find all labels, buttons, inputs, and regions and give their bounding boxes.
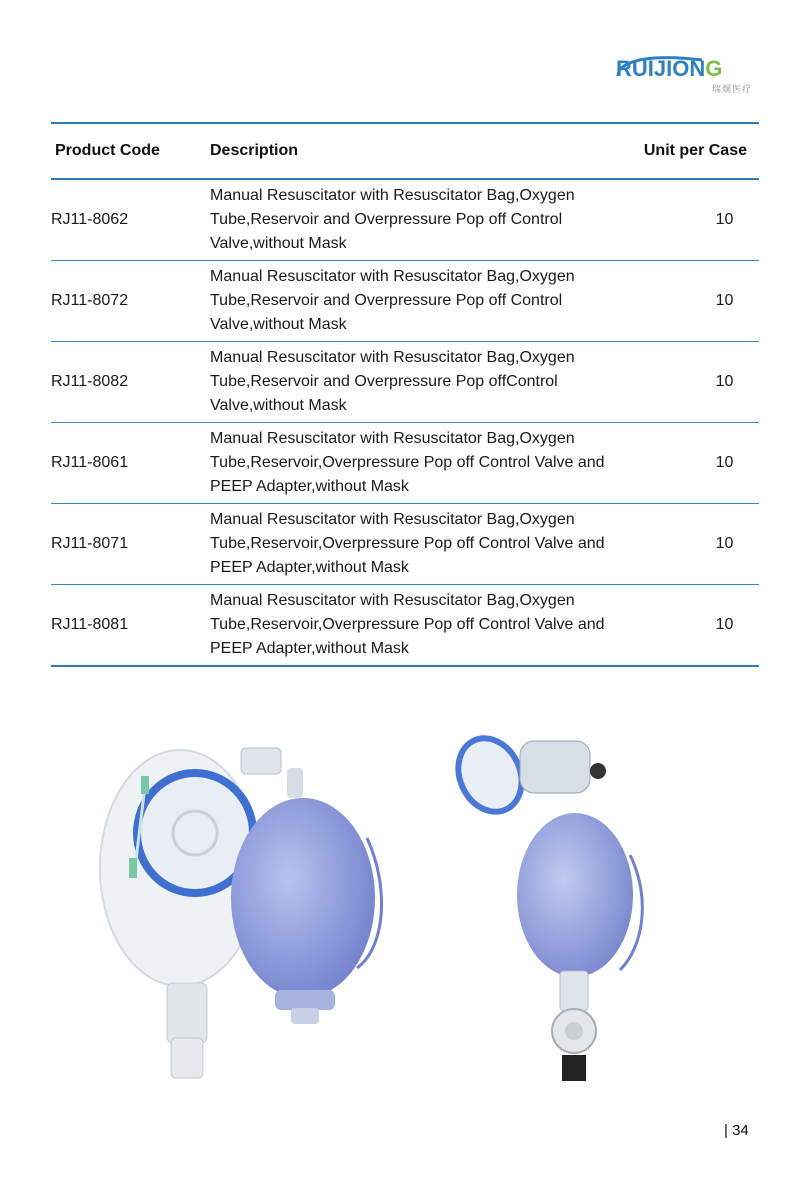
unit-per-case: 10 [715, 616, 734, 633]
table-row [51, 423, 759, 504]
product-description: Manual Resuscitator with Resuscitator Bag,Oxygen Tube,Reservoir and Overpressure Pop off Control Valve,without Mask [210, 187, 575, 252]
header-description: Description [210, 142, 299, 159]
product-description: Manual Resuscitator with Resuscitator Bag,Oxygen Tube,Reservoir and Overpressure Pop offControl Valve,without Mask [210, 349, 575, 414]
table-header-row [51, 123, 759, 179]
unit-per-case: 10 [715, 535, 734, 552]
product-code: RJ11-8082 [51, 373, 129, 390]
product-code: RJ11-8072 [51, 292, 129, 309]
page-number: | 34 [724, 1122, 749, 1139]
product-description: Manual Resuscitator with Resuscitator Bag,Oxygen Tube,Reservoir,Overpressure Pop off Control Valve and PEEP Adapter,without Mask [210, 430, 605, 495]
unit-per-case: 10 [715, 454, 734, 471]
unit-per-case: 10 [715, 211, 734, 228]
product-code: RJ11-8081 [51, 616, 129, 633]
table-row [51, 585, 759, 667]
table-row [51, 504, 759, 585]
header-product-code: Product Code [55, 142, 160, 159]
unit-per-case: 10 [715, 292, 734, 309]
resuscitator-with-peep-valve-photo [450, 735, 680, 1085]
product-code: RJ11-8071 [51, 535, 129, 552]
product-description: Manual Resuscitator with Resuscitator Bag,Oxygen Tube,Reservoir,Overpressure Pop off Control Valve and PEEP Adapter,without Mask [210, 592, 605, 657]
unit-per-case: 10 [715, 373, 734, 390]
table-row [51, 342, 759, 423]
product-description: Manual Resuscitator with Resuscitator Bag,Oxygen Tube,Reservoir,Overpressure Pop off Control Valve and PEEP Adapter,without Mask [210, 511, 605, 576]
logo-subtitle: 瑞炯医疗 [712, 84, 753, 94]
brand-logo [612, 52, 752, 96]
resuscitator-with-reservoir-and-mask-photo [95, 728, 405, 1088]
table-row [51, 261, 759, 342]
product-table [51, 122, 759, 667]
logo-text-accent: G [705, 56, 723, 81]
product-code: RJ11-8062 [51, 211, 129, 228]
logo-text: RUIJION [616, 56, 706, 81]
product-description: Manual Resuscitator with Resuscitator Bag,Oxygen Tube,Reservoir and Overpressure Pop off Control Valve,without Mask [210, 268, 575, 333]
header-unit-per-case: Unit per Case [643, 142, 747, 159]
product-code: RJ11-8061 [51, 454, 129, 471]
table-row [51, 179, 759, 261]
logo-wordmark [616, 56, 722, 82]
